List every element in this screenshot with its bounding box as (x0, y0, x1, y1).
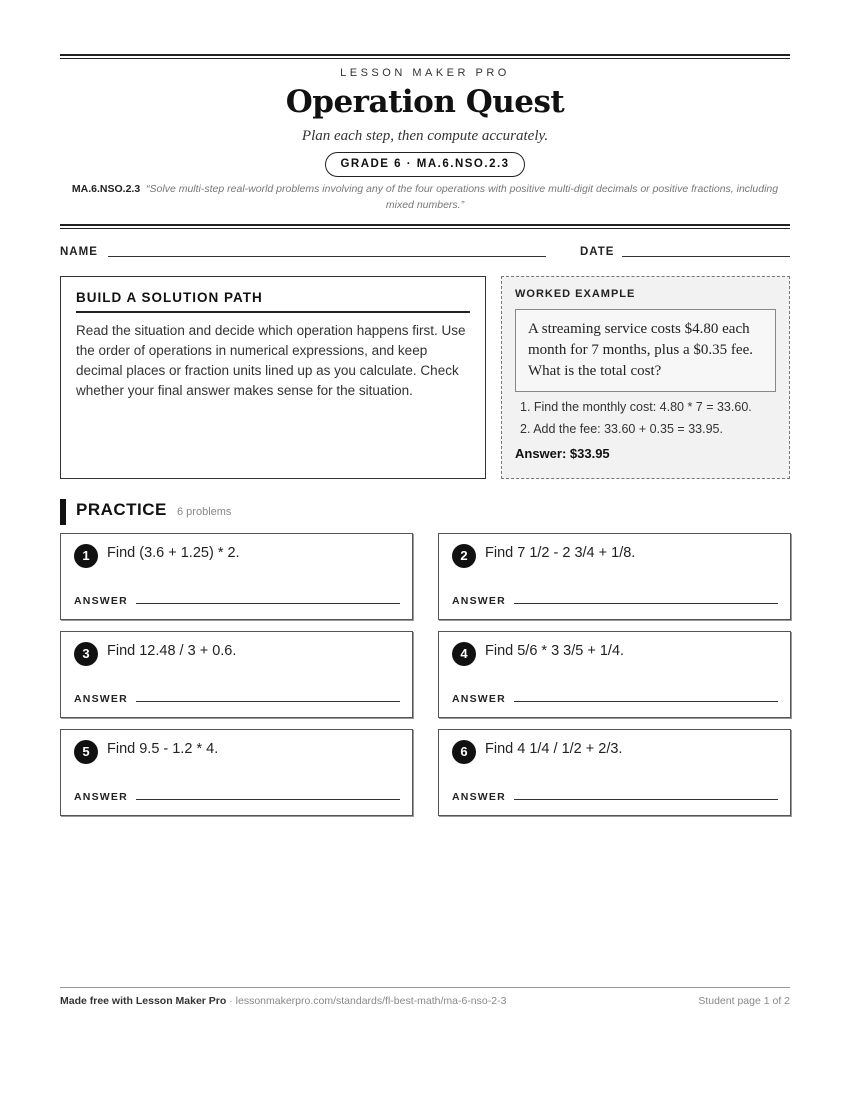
answer-field[interactable] (514, 603, 778, 604)
page-subtitle: Plan each step, then compute accurately. (301, 128, 549, 144)
problem-card-6 (438, 729, 791, 816)
practice-count: 6 problems (177, 506, 232, 518)
grade-standard-badge: GRADE 6 · MA.6.NSO.2.3 (325, 152, 525, 177)
footer-url-link[interactable]: · lessonmakerpro.com/standards/fl-best-math/ma-6-nso-2-3 (226, 995, 507, 1007)
answer-label: ANSWER (452, 693, 506, 705)
answer-label: ANSWER (452, 791, 506, 803)
practice-accent-bar (60, 499, 66, 525)
standard-text: “Solve multi-step real-world problems involving any of the four operations with positive multi-digit decimals or positive fractions, including mixed numbers.” (146, 183, 779, 211)
page-title: Operation Quest (285, 84, 565, 120)
worked-example-step-1: 1. Find the monthly cost: 4.80 * 7 = 33.60. (520, 400, 752, 414)
problem-number-badge: 4 (452, 642, 476, 666)
answer-label: ANSWER (452, 595, 506, 607)
problem-number-badge: 6 (452, 740, 476, 764)
answer-label: ANSWER (74, 791, 128, 803)
worked-example-answer: Answer: $33.95 (515, 446, 610, 461)
footer-divider (60, 987, 790, 988)
header-divider (60, 224, 790, 229)
answer-field[interactable] (136, 799, 400, 800)
solution-path-box (60, 276, 486, 479)
name-label: NAME (60, 246, 98, 258)
standard-description (60, 181, 790, 213)
problem-card-3 (60, 631, 413, 718)
problem-number-badge: 5 (74, 740, 98, 764)
date-label: DATE (580, 246, 615, 258)
brand-label: LESSON MAKER PRO (340, 67, 510, 79)
worked-example-step-2: 2. Add the fee: 33.60 + 0.35 = 33.95. (520, 422, 723, 436)
solution-path-heading: BUILD A SOLUTION PATH (76, 290, 470, 313)
answer-field[interactable] (514, 799, 778, 800)
problem-text: Find 7 1/2 - 2 3/4 + 1/8. (485, 545, 636, 561)
answer-field[interactable] (136, 701, 400, 702)
worked-example-heading: WORKED EXAMPLE (515, 288, 636, 300)
problem-card-4 (438, 631, 791, 718)
problem-card-5 (60, 729, 413, 816)
worked-example-problem: A streaming service costs $4.80 each month for 7 months, plus a $0.35 fee. What is the total cost? (515, 309, 776, 392)
problem-text: Find 4 1/4 / 1/2 + 2/3. (485, 741, 623, 757)
footer-made-with: Made free with Lesson Maker Pro (60, 995, 227, 1007)
date-field[interactable] (622, 256, 790, 257)
problem-number-badge: 3 (74, 642, 98, 666)
problem-text: Find 12.48 / 3 + 0.6. (107, 643, 237, 659)
problem-text: Find (3.6 + 1.25) * 2. (107, 545, 240, 561)
problem-number-badge: 1 (74, 544, 98, 568)
problem-text: Find 5/6 * 3 3/5 + 1/4. (485, 643, 625, 659)
footer-page-number: Student page 1 of 2 (698, 995, 790, 1007)
problem-card-2 (438, 533, 791, 620)
problem-card-1 (60, 533, 413, 620)
answer-label: ANSWER (74, 595, 128, 607)
answer-label: ANSWER (74, 693, 128, 705)
answer-field[interactable] (514, 701, 778, 702)
worked-example-box (501, 276, 790, 479)
footer-credit (60, 995, 506, 1007)
standard-code: MA.6.NSO.2.3 (71, 183, 141, 195)
problem-number-badge: 2 (452, 544, 476, 568)
name-field[interactable] (108, 256, 546, 257)
answer-field[interactable] (136, 603, 400, 604)
worksheet-page (60, 0, 790, 1100)
practice-heading: PRACTICE (76, 500, 167, 519)
problem-text: Find 9.5 - 1.2 * 4. (107, 741, 219, 757)
solution-path-text: Read the situation and decide which operation happens first. Use the order of operations in numerical expressions, and keep decimal places or fraction units lined up as you calculate. Check whether your final answer makes sense for the situation. (76, 323, 466, 398)
top-divider (60, 54, 790, 59)
